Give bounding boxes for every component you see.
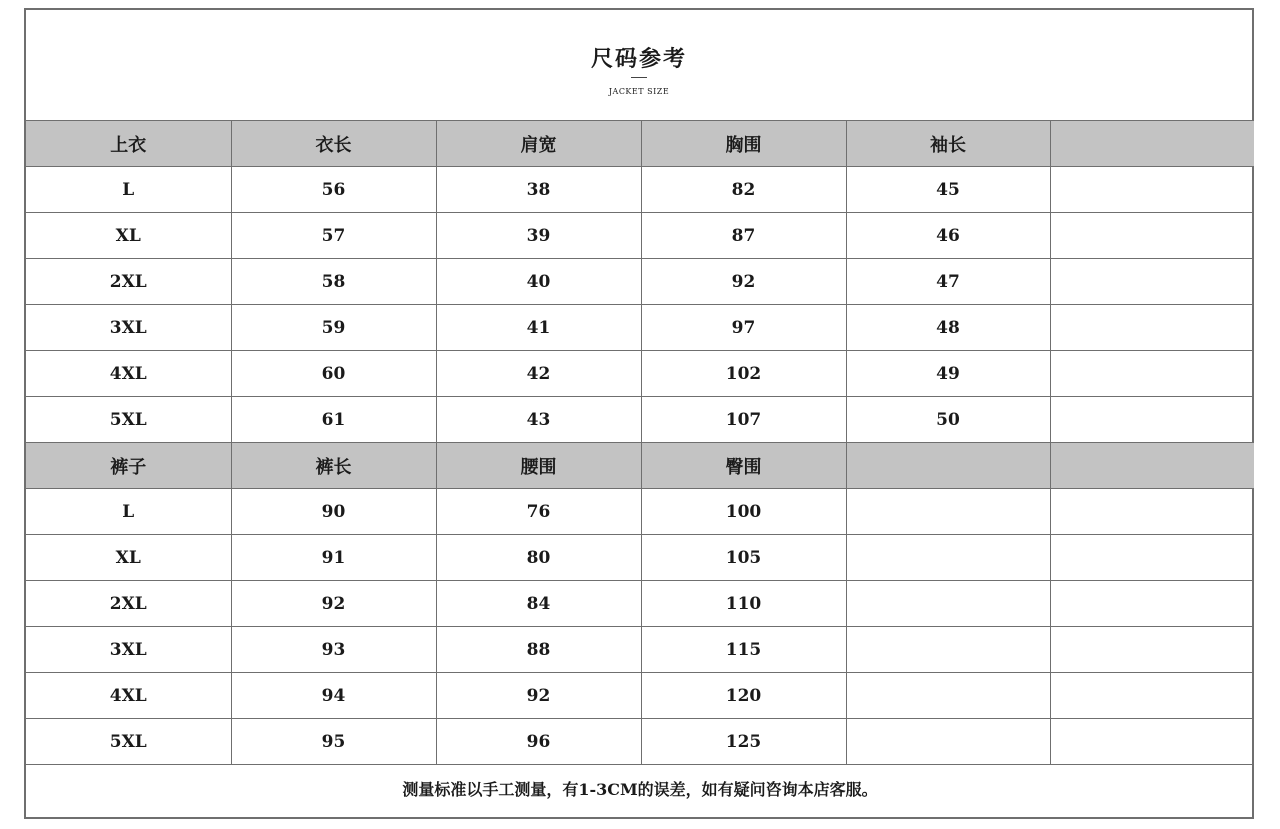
jacket-cell: 107 (641, 397, 846, 443)
pants-header-cell: 腰围 (436, 443, 641, 489)
pants-cell: 91 (231, 535, 436, 581)
pants-header-cell (1050, 443, 1254, 489)
pants-cell: 92 (436, 673, 641, 719)
jacket-cell: 49 (846, 351, 1050, 397)
jacket-cell: XL (26, 213, 231, 259)
pants-cell: 93 (231, 627, 436, 673)
pants-header-cell: 裤长 (231, 443, 436, 489)
jacket-header-cell: 肩宽 (436, 121, 641, 167)
size-chart (24, 8, 1254, 819)
jacket-header-cell: 胸围 (641, 121, 846, 167)
pants-cell (846, 489, 1050, 535)
pants-cell: 5XL (26, 719, 231, 765)
pants-header-cell: 臀围 (641, 443, 846, 489)
pants-cell: 76 (436, 489, 641, 535)
pants-cell: 100 (641, 489, 846, 535)
pants-cell: 120 (641, 673, 846, 719)
pants-cell (846, 581, 1050, 627)
jacket-cell: 39 (436, 213, 641, 259)
jacket-cell: 97 (641, 305, 846, 351)
jacket-size-row (26, 305, 1254, 351)
pants-cell: 2XL (26, 581, 231, 627)
pants-cell: 3XL (26, 627, 231, 673)
jacket-cell: 47 (846, 259, 1050, 305)
pants-cell: 92 (231, 581, 436, 627)
pants-size-row (26, 581, 1254, 627)
title-block (26, 10, 1252, 120)
pants-cell: 95 (231, 719, 436, 765)
jacket-cell: 87 (641, 213, 846, 259)
size-table (26, 120, 1254, 811)
jacket-size-row (26, 167, 1254, 213)
pants-cell: 88 (436, 627, 641, 673)
pants-cell: 90 (231, 489, 436, 535)
pants-size-row (26, 673, 1254, 719)
jacket-cell: 46 (846, 213, 1050, 259)
pants-cell (846, 627, 1050, 673)
jacket-cell: 2XL (26, 259, 231, 305)
pants-cell: 105 (641, 535, 846, 581)
jacket-cell (1050, 259, 1254, 305)
jacket-cell (1050, 397, 1254, 443)
pants-cell (1050, 719, 1254, 765)
jacket-cell: 50 (846, 397, 1050, 443)
pants-cell: 110 (641, 581, 846, 627)
jacket-cell: 48 (846, 305, 1050, 351)
pants-size-row (26, 535, 1254, 581)
jacket-cell (1050, 167, 1254, 213)
pants-cell: 4XL (26, 673, 231, 719)
jacket-header-cell: 袖长 (846, 121, 1050, 167)
pants-cell: L (26, 489, 231, 535)
pants-header-cell: 裤子 (26, 443, 231, 489)
pants-cell: XL (26, 535, 231, 581)
jacket-header-cell: 衣长 (231, 121, 436, 167)
size-table-body (26, 121, 1254, 812)
jacket-cell: 60 (231, 351, 436, 397)
pants-cell: 125 (641, 719, 846, 765)
chart-title: 尺码参考 (590, 46, 687, 72)
jacket-cell: 59 (231, 305, 436, 351)
jacket-cell: 5XL (26, 397, 231, 443)
jacket-cell: 42 (436, 351, 641, 397)
jacket-size-row (26, 259, 1254, 305)
jacket-cell: 57 (231, 213, 436, 259)
pants-cell: 80 (436, 535, 641, 581)
jacket-cell: 4XL (26, 351, 231, 397)
pants-cell (1050, 489, 1254, 535)
pants-cell (846, 535, 1050, 581)
pants-cell (846, 719, 1050, 765)
jacket-cell: 3XL (26, 305, 231, 351)
jacket-cell: 40 (436, 259, 641, 305)
measurement-note: 测量标准以手工测量，有1-3CM的误差，如有疑问咨询本店客服。 (26, 765, 1254, 812)
pants-cell: 84 (436, 581, 641, 627)
pants-cell (1050, 535, 1254, 581)
jacket-cell: 43 (436, 397, 641, 443)
jacket-cell: 92 (641, 259, 846, 305)
jacket-size-row (26, 351, 1254, 397)
pants-cell (1050, 581, 1254, 627)
pants-cell: 115 (641, 627, 846, 673)
jacket-cell: 38 (436, 167, 641, 213)
pants-size-row (26, 719, 1254, 765)
jacket-size-row (26, 397, 1254, 443)
jacket-cell: 56 (231, 167, 436, 213)
jacket-cell (1050, 305, 1254, 351)
pants-header-row (26, 443, 1254, 489)
pants-cell: 96 (436, 719, 641, 765)
jacket-cell (1050, 213, 1254, 259)
jacket-cell: 61 (231, 397, 436, 443)
pants-size-row (26, 627, 1254, 673)
chart-subtitle: JACKET SIZE (608, 87, 670, 96)
pants-cell: 94 (231, 673, 436, 719)
jacket-header-cell (1050, 121, 1254, 167)
pants-cell (1050, 673, 1254, 719)
jacket-header-cell: 上衣 (26, 121, 231, 167)
jacket-header-row (26, 121, 1254, 167)
jacket-cell: 102 (641, 351, 846, 397)
footer-note-row (26, 765, 1254, 812)
jacket-cell: 41 (436, 305, 641, 351)
jacket-cell: L (26, 167, 231, 213)
jacket-cell (1050, 351, 1254, 397)
pants-size-row (26, 489, 1254, 535)
jacket-cell: 45 (846, 167, 1050, 213)
jacket-cell: 82 (641, 167, 846, 213)
jacket-size-row (26, 213, 1254, 259)
pants-cell (846, 673, 1050, 719)
title-divider (631, 77, 647, 78)
pants-header-cell (846, 443, 1050, 489)
pants-cell (1050, 627, 1254, 673)
jacket-cell: 58 (231, 259, 436, 305)
